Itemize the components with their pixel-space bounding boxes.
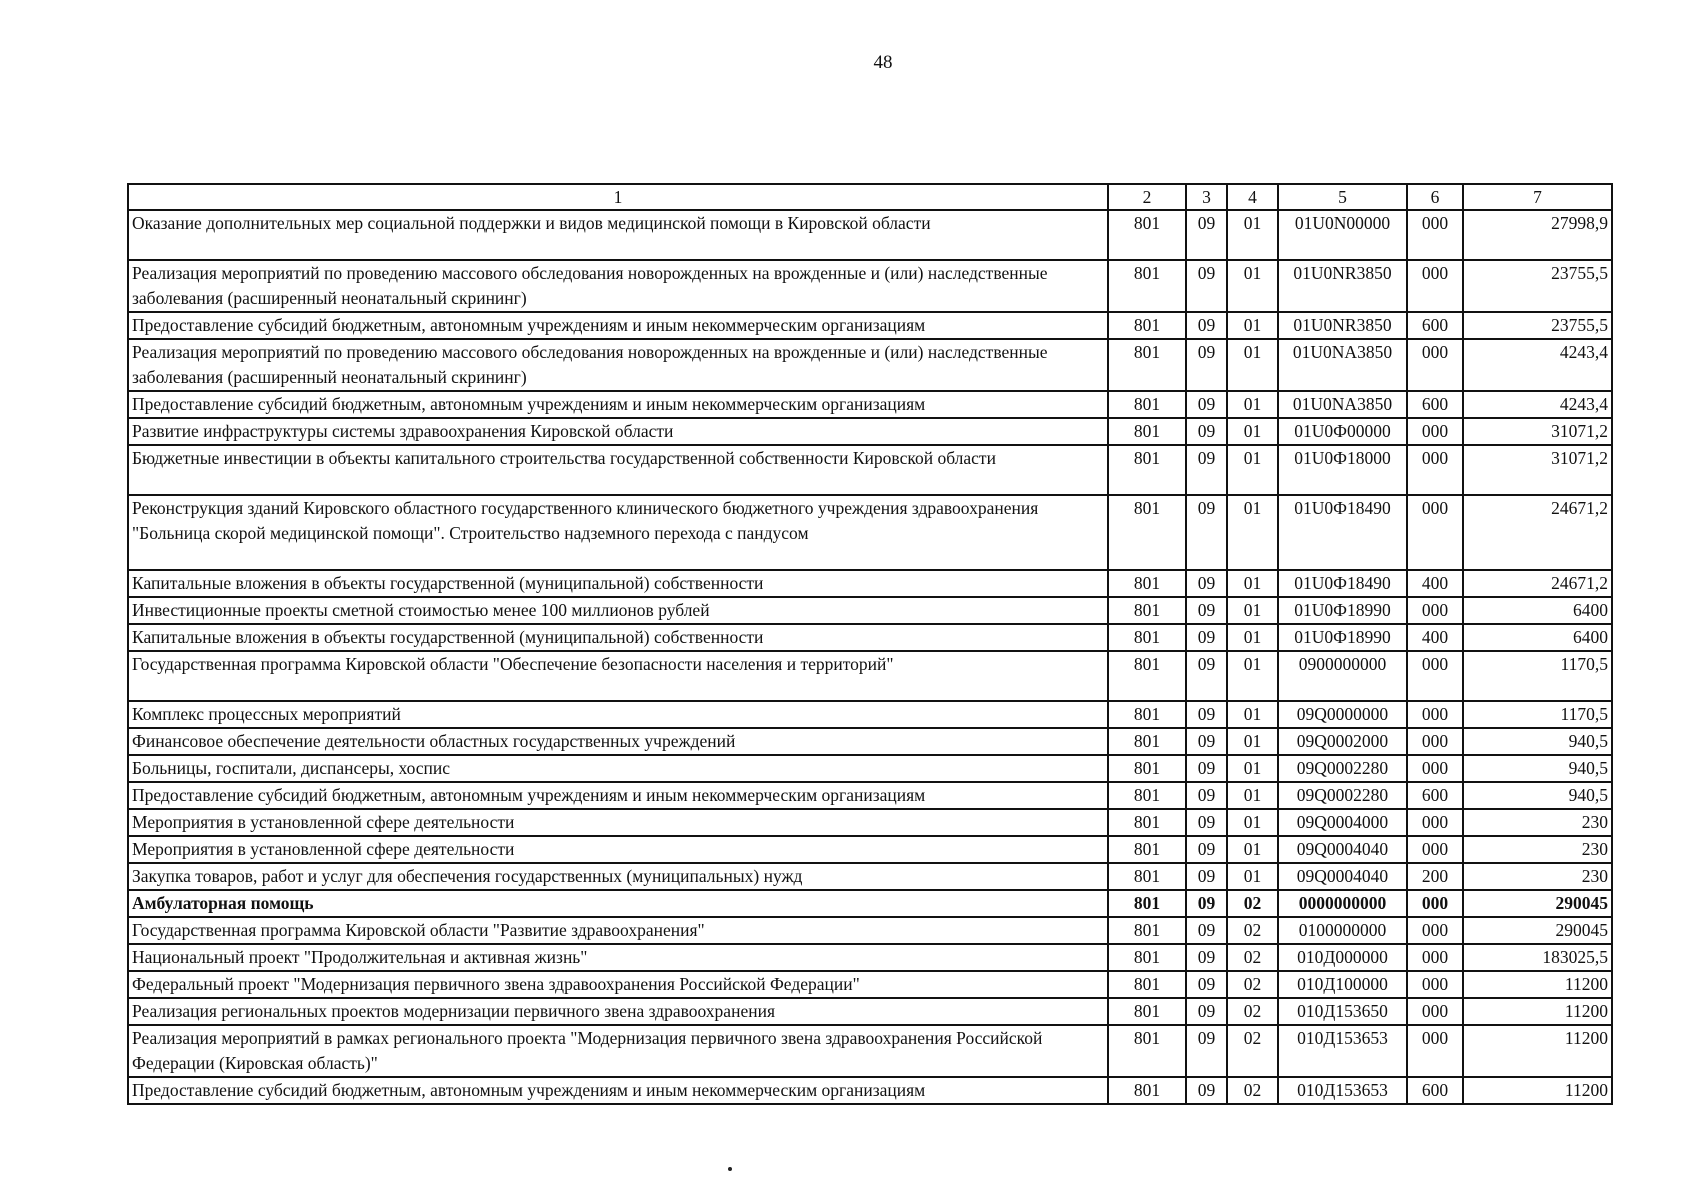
cell-code-3: 09 (1186, 971, 1227, 998)
cell-code-2: 801 (1108, 418, 1186, 445)
cell-amount: 23755,5 (1463, 312, 1612, 339)
cell-code-6: 000 (1407, 809, 1463, 836)
cell-code-3: 09 (1186, 701, 1227, 728)
cell-amount: 230 (1463, 836, 1612, 863)
cell-code-5: 09Q0000000 (1278, 701, 1407, 728)
table-row (128, 971, 1612, 998)
cell-name: Финансовое обеспечение деятельности областных государственных учреждений (128, 728, 1108, 755)
cell-code-4: 01 (1227, 260, 1278, 312)
cell-code-5: 09Q0004040 (1278, 863, 1407, 890)
table-row (128, 570, 1612, 597)
cell-code-6: 000 (1407, 701, 1463, 728)
column-header: 6 (1407, 184, 1463, 210)
cell-code-5: 010Д153653 (1278, 1077, 1407, 1104)
cell-code-6: 400 (1407, 570, 1463, 597)
cell-name: Реализация мероприятий по проведению массового обследования новорожденных на врожденные и (или) наследственные заболевания (расширенный неонатальный скрининг) (128, 339, 1108, 391)
column-header: 3 (1186, 184, 1227, 210)
cell-code-4: 01 (1227, 836, 1278, 863)
cell-code-6: 000 (1407, 445, 1463, 495)
cell-code-5: 0100000000 (1278, 917, 1407, 944)
cell-code-4: 01 (1227, 597, 1278, 624)
cell-code-2: 801 (1108, 624, 1186, 651)
cell-code-2: 801 (1108, 971, 1186, 998)
cell-code-6: 000 (1407, 495, 1463, 570)
cell-name: Реконструкция зданий Кировского областного государственного клинического бюджетного учреждения здравоохранения "Больница скорой медицинской помощи". Строительство надземного перехода с пандусом (128, 495, 1108, 570)
cell-code-4: 01 (1227, 624, 1278, 651)
table-row (128, 597, 1612, 624)
cell-name: Реализация мероприятий по проведению массового обследования новорожденных на врожденные и (или) наследственные заболевания (расширенный неонатальный скрининг) (128, 260, 1108, 312)
cell-code-3: 09 (1186, 445, 1227, 495)
cell-amount: 6400 (1463, 597, 1612, 624)
cell-code-4: 02 (1227, 890, 1278, 917)
cell-code-4: 01 (1227, 651, 1278, 701)
cell-code-6: 000 (1407, 836, 1463, 863)
cell-name: Федеральный проект "Модернизация первичного звена здравоохранения Российской Федерации" (128, 971, 1108, 998)
cell-code-2: 801 (1108, 782, 1186, 809)
cell-code-6: 000 (1407, 260, 1463, 312)
column-header: 4 (1227, 184, 1278, 210)
cell-amount: 31071,2 (1463, 418, 1612, 445)
cell-code-5: 010Д100000 (1278, 971, 1407, 998)
cell-code-2: 801 (1108, 570, 1186, 597)
cell-code-2: 801 (1108, 210, 1186, 260)
cell-code-5: 01U0NR3850 (1278, 260, 1407, 312)
cell-amount: 1170,5 (1463, 701, 1612, 728)
cell-code-5: 01U0Ф18000 (1278, 445, 1407, 495)
cell-code-2: 801 (1108, 998, 1186, 1025)
table-row (128, 312, 1612, 339)
cell-code-2: 801 (1108, 260, 1186, 312)
table-row (128, 210, 1612, 260)
cell-code-5: 01U0Ф18490 (1278, 570, 1407, 597)
cell-code-3: 09 (1186, 755, 1227, 782)
table-row (128, 701, 1612, 728)
cell-amount: 940,5 (1463, 782, 1612, 809)
cell-code-6: 000 (1407, 1025, 1463, 1077)
cell-code-2: 801 (1108, 597, 1186, 624)
budget-table (127, 183, 1613, 1105)
cell-amount: 4243,4 (1463, 339, 1612, 391)
cell-amount: 1170,5 (1463, 651, 1612, 701)
table-row (128, 391, 1612, 418)
cell-code-5: 01U0Ф00000 (1278, 418, 1407, 445)
cell-code-5: 01U0Ф18990 (1278, 624, 1407, 651)
cell-code-2: 801 (1108, 944, 1186, 971)
cell-code-2: 801 (1108, 836, 1186, 863)
cell-name: Капитальные вложения в объекты государственной (муниципальной) собственности (128, 570, 1108, 597)
cell-code-2: 801 (1108, 651, 1186, 701)
cell-code-4: 01 (1227, 210, 1278, 260)
cell-name: Предоставление субсидий бюджетным, автономным учреждениям и иным некоммерческим организациям (128, 782, 1108, 809)
cell-code-2: 801 (1108, 728, 1186, 755)
cell-amount: 24671,2 (1463, 570, 1612, 597)
cell-name: Предоставление субсидий бюджетным, автономным учреждениям и иным некоммерческим организациям (128, 391, 1108, 418)
cell-code-6: 200 (1407, 863, 1463, 890)
cell-name: Реализация региональных проектов модернизации первичного звена здравоохранения (128, 998, 1108, 1025)
cell-name: Больницы, госпитали, диспансеры, хоспис (128, 755, 1108, 782)
cell-name: Оказание дополнительных мер социальной поддержки и видов медицинской помощи в Кировской области (128, 210, 1108, 260)
cell-code-6: 000 (1407, 728, 1463, 755)
cell-code-6: 000 (1407, 890, 1463, 917)
table-row (128, 890, 1612, 917)
table-row (128, 339, 1612, 391)
column-header: 2 (1108, 184, 1186, 210)
cell-code-6: 600 (1407, 782, 1463, 809)
cell-code-2: 801 (1108, 917, 1186, 944)
cell-code-5: 0000000000 (1278, 890, 1407, 917)
table-row (128, 998, 1612, 1025)
cell-name: Развитие инфраструктуры системы здравоохранения Кировской области (128, 418, 1108, 445)
cell-code-3: 09 (1186, 1025, 1227, 1077)
cell-code-4: 02 (1227, 917, 1278, 944)
cell-code-6: 000 (1407, 597, 1463, 624)
cell-code-4: 01 (1227, 339, 1278, 391)
cell-code-3: 09 (1186, 809, 1227, 836)
cell-code-2: 801 (1108, 890, 1186, 917)
cell-code-6: 600 (1407, 312, 1463, 339)
cell-code-6: 600 (1407, 1077, 1463, 1104)
table-row (128, 260, 1612, 312)
cell-code-3: 09 (1186, 597, 1227, 624)
cell-code-6: 600 (1407, 391, 1463, 418)
table-row (128, 917, 1612, 944)
cell-amount: 24671,2 (1463, 495, 1612, 570)
table-row (128, 495, 1612, 570)
column-header: 7 (1463, 184, 1612, 210)
cell-name: Государственная программа Кировской области "Обеспечение безопасности населения и территорий" (128, 651, 1108, 701)
page-number: 48 (873, 52, 893, 73)
cell-code-6: 000 (1407, 944, 1463, 971)
cell-name: Комплекс процессных мероприятий (128, 701, 1108, 728)
cell-amount: 11200 (1463, 1077, 1612, 1104)
cell-amount: 230 (1463, 863, 1612, 890)
cell-code-3: 09 (1186, 998, 1227, 1025)
cell-code-2: 801 (1108, 391, 1186, 418)
cell-amount: 31071,2 (1463, 445, 1612, 495)
cell-code-5: 09Q0004000 (1278, 809, 1407, 836)
cell-code-4: 01 (1227, 863, 1278, 890)
cell-code-6: 000 (1407, 651, 1463, 701)
table-row (128, 1025, 1612, 1077)
cell-code-4: 01 (1227, 418, 1278, 445)
cell-name: Инвестиционные проекты сметной стоимостью менее 100 миллионов рублей (128, 597, 1108, 624)
cell-code-4: 02 (1227, 998, 1278, 1025)
cell-code-3: 09 (1186, 391, 1227, 418)
cell-code-2: 801 (1108, 495, 1186, 570)
cell-code-5: 01U0NA3850 (1278, 339, 1407, 391)
cell-code-5: 09Q0004040 (1278, 836, 1407, 863)
cell-name: Закупка товаров, работ и услуг для обеспечения государственных (муниципальных) нужд (128, 863, 1108, 890)
cell-amount: 27998,9 (1463, 210, 1612, 260)
cell-amount: 23755,5 (1463, 260, 1612, 312)
table-body (128, 210, 1612, 1104)
table-row (128, 445, 1612, 495)
table-row (128, 418, 1612, 445)
scan-speck (728, 1167, 732, 1171)
cell-code-3: 09 (1186, 210, 1227, 260)
cell-code-2: 801 (1108, 339, 1186, 391)
cell-name: Мероприятия в установленной сфере деятельности (128, 809, 1108, 836)
cell-code-4: 01 (1227, 728, 1278, 755)
table-row (128, 863, 1612, 890)
table-row (128, 944, 1612, 971)
cell-code-6: 000 (1407, 917, 1463, 944)
cell-amount: 11200 (1463, 1025, 1612, 1077)
cell-code-3: 09 (1186, 728, 1227, 755)
table-row (128, 836, 1612, 863)
cell-amount: 11200 (1463, 998, 1612, 1025)
cell-name: Реализация мероприятий в рамках регионального проекта "Модернизация первичного звена здравоохранения Российской Федерации (Кировская область)" (128, 1025, 1108, 1077)
cell-amount: 11200 (1463, 971, 1612, 998)
cell-code-6: 400 (1407, 624, 1463, 651)
cell-code-4: 01 (1227, 701, 1278, 728)
cell-code-4: 02 (1227, 944, 1278, 971)
cell-name: Предоставление субсидий бюджетным, автономным учреждениям и иным некоммерческим организациям (128, 312, 1108, 339)
cell-code-4: 02 (1227, 1025, 1278, 1077)
cell-code-6: 000 (1407, 755, 1463, 782)
table-row (128, 755, 1612, 782)
cell-code-2: 801 (1108, 1025, 1186, 1077)
cell-code-3: 09 (1186, 863, 1227, 890)
cell-code-3: 09 (1186, 339, 1227, 391)
table-row (128, 624, 1612, 651)
cell-amount: 940,5 (1463, 755, 1612, 782)
cell-code-2: 801 (1108, 312, 1186, 339)
column-header: 1 (128, 184, 1108, 210)
cell-code-3: 09 (1186, 651, 1227, 701)
cell-code-5: 01U0NA3850 (1278, 391, 1407, 418)
cell-code-4: 01 (1227, 495, 1278, 570)
cell-code-6: 000 (1407, 998, 1463, 1025)
header-row (128, 184, 1612, 210)
cell-code-5: 09Q0002280 (1278, 755, 1407, 782)
column-header: 5 (1278, 184, 1407, 210)
cell-code-5: 010Д153650 (1278, 998, 1407, 1025)
cell-code-5: 09Q0002000 (1278, 728, 1407, 755)
cell-name: Национальный проект "Продолжительная и активная жизнь" (128, 944, 1108, 971)
cell-amount: 940,5 (1463, 728, 1612, 755)
cell-code-2: 801 (1108, 701, 1186, 728)
cell-code-4: 01 (1227, 755, 1278, 782)
cell-code-2: 801 (1108, 809, 1186, 836)
table-row (128, 782, 1612, 809)
cell-code-3: 09 (1186, 570, 1227, 597)
cell-code-3: 09 (1186, 917, 1227, 944)
cell-code-3: 09 (1186, 260, 1227, 312)
cell-amount: 290045 (1463, 890, 1612, 917)
cell-code-5: 09Q0002280 (1278, 782, 1407, 809)
cell-amount: 183025,5 (1463, 944, 1612, 971)
cell-code-4: 02 (1227, 1077, 1278, 1104)
cell-code-3: 09 (1186, 890, 1227, 917)
cell-amount: 6400 (1463, 624, 1612, 651)
cell-name: Государственная программа Кировской области "Развитие здравоохранения" (128, 917, 1108, 944)
cell-code-3: 09 (1186, 312, 1227, 339)
cell-name: Капитальные вложения в объекты государственной (муниципальной) собственности (128, 624, 1108, 651)
cell-name: Мероприятия в установленной сфере деятельности (128, 836, 1108, 863)
cell-code-5: 01U0N00000 (1278, 210, 1407, 260)
cell-code-5: 0900000000 (1278, 651, 1407, 701)
cell-code-3: 09 (1186, 624, 1227, 651)
cell-code-2: 801 (1108, 755, 1186, 782)
cell-code-5: 010Д000000 (1278, 944, 1407, 971)
cell-code-4: 01 (1227, 782, 1278, 809)
cell-code-2: 801 (1108, 445, 1186, 495)
cell-code-4: 01 (1227, 570, 1278, 597)
cell-code-2: 801 (1108, 1077, 1186, 1104)
cell-code-4: 01 (1227, 391, 1278, 418)
table-row (128, 728, 1612, 755)
cell-code-4: 02 (1227, 971, 1278, 998)
cell-code-5: 01U0NR3850 (1278, 312, 1407, 339)
cell-code-5: 01U0Ф18490 (1278, 495, 1407, 570)
cell-code-5: 01U0Ф18990 (1278, 597, 1407, 624)
cell-code-4: 01 (1227, 445, 1278, 495)
cell-amount: 230 (1463, 809, 1612, 836)
cell-code-6: 000 (1407, 971, 1463, 998)
cell-code-5: 010Д153653 (1278, 1025, 1407, 1077)
cell-name: Бюджетные инвестиции в объекты капитального строительства государственной собственности Кировской области (128, 445, 1108, 495)
cell-code-3: 09 (1186, 944, 1227, 971)
cell-name: Амбулаторная помощь (128, 890, 1108, 917)
cell-code-3: 09 (1186, 1077, 1227, 1104)
cell-name: Предоставление субсидий бюджетным, автономным учреждениям и иным некоммерческим организациям (128, 1077, 1108, 1104)
cell-code-4: 01 (1227, 809, 1278, 836)
table-row (128, 651, 1612, 701)
cell-code-6: 000 (1407, 418, 1463, 445)
cell-amount: 290045 (1463, 917, 1612, 944)
cell-code-4: 01 (1227, 312, 1278, 339)
cell-code-3: 09 (1186, 782, 1227, 809)
cell-amount: 4243,4 (1463, 391, 1612, 418)
cell-code-3: 09 (1186, 495, 1227, 570)
cell-code-6: 000 (1407, 339, 1463, 391)
cell-code-3: 09 (1186, 418, 1227, 445)
cell-code-3: 09 (1186, 836, 1227, 863)
table-row (128, 1077, 1612, 1104)
cell-code-6: 000 (1407, 210, 1463, 260)
cell-code-2: 801 (1108, 863, 1186, 890)
table-row (128, 809, 1612, 836)
